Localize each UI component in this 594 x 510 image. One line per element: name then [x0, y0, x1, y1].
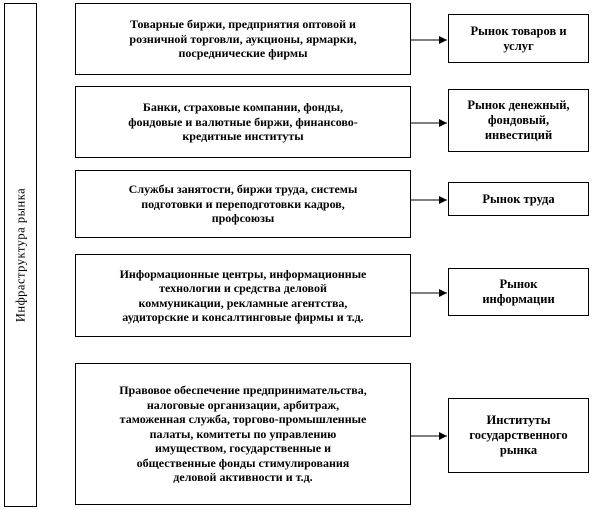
- source-box-legal: [75, 363, 411, 505]
- source-text-financial: Банки, страховые компании, фонды, фондовые и валютные биржи, финансово- кредитные институты: [128, 100, 358, 144]
- market-box-money-investment: [448, 89, 589, 152]
- market-box-state-institutions: [448, 398, 589, 473]
- source-box-labor: [75, 170, 411, 238]
- market-text-labor: Рынок труда: [482, 191, 555, 206]
- market-box-goods-services: [448, 14, 589, 63]
- source-box-financial: [75, 86, 411, 158]
- source-text-information: Информационные центры, информационные технологии и средства деловой коммуникации, рекламные агентства, аудиторские и консалтинговые фирмы и т.д.: [119, 266, 367, 324]
- source-text-legal: Правовое обеспечение предпринимательства, налоговые организации, арбитраж, таможенная служба, торгово-промышленные палаты, комитеты по управлению имуществом, государственные и общественные фонды стимулирования деловой активности и т.д.: [119, 383, 367, 485]
- market-text-state-institutions: Институты государственного рынка: [469, 413, 568, 457]
- source-box-information: [75, 254, 411, 337]
- market-box-labor: [448, 182, 589, 216]
- market-text-goods-services: Рынок товаров и услуг: [470, 23, 567, 53]
- market-text-information: Рынок информации: [482, 277, 555, 306]
- source-box-commodity: [75, 3, 411, 75]
- source-text-labor: Службы занятости, биржи труда, системы подготовки и переподготовки кадров, профсоюзы: [128, 182, 358, 226]
- infrastructure-bar: [4, 3, 37, 507]
- infrastructure-label: Инфраструктура рынка: [13, 187, 27, 323]
- market-box-information: [448, 268, 589, 316]
- market-text-money-investment: Рынок денежный, фондовый, инвестиций: [467, 98, 570, 142]
- source-text-commodity: Товарные биржи, предприятия оптовой и розничной торговли, аукционы, ярмарки, посреднические фирмы: [129, 17, 357, 61]
